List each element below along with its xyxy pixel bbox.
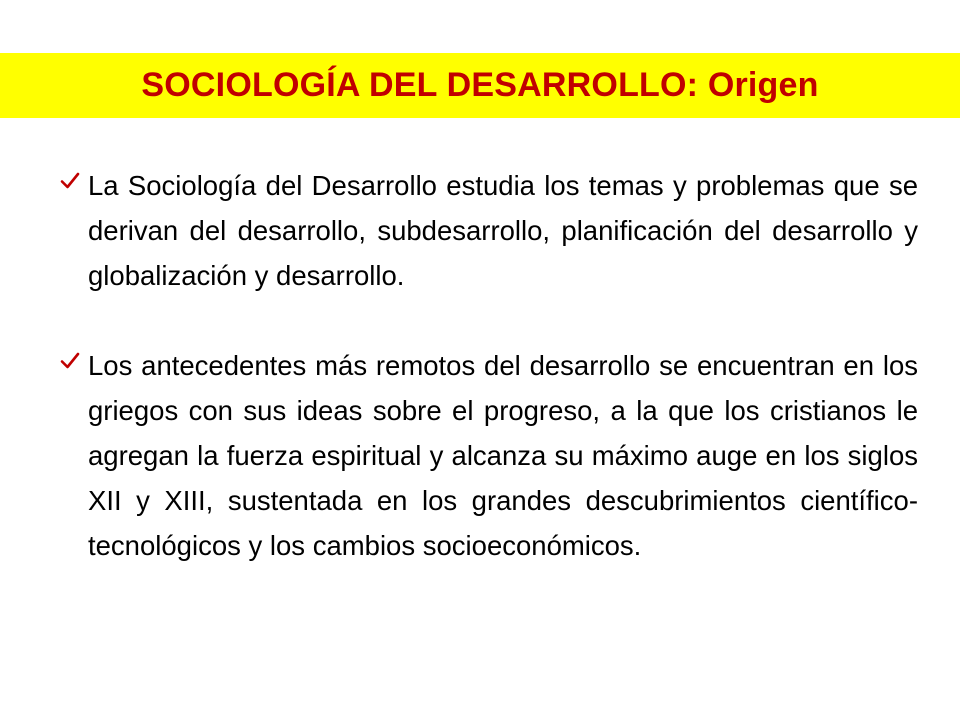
checkmark-icon <box>60 351 80 371</box>
bullet-text: Los antecedentes más remotos del desarrollo se encuentran en los griegos con sus ideas sobre el progreso, a la que los cristianos le agregan la fuerza espiritual y alcanza su máximo auge en los siglos XII y XIII, sustentada en los grandes descubrimientos científico-tecnológicos y los cambios socioeconómicos. <box>88 350 918 561</box>
bullet-text: La Sociología del Desarrollo estudia los temas y problemas que se derivan del desarrollo, subdesarrollo, planificación del desarrollo y globalización y desarrollo. <box>88 170 918 291</box>
checkmark-icon <box>60 171 80 191</box>
bullet-list <box>60 163 918 613</box>
bullet-item <box>60 343 918 568</box>
slide-title: SOCIOLOGÍA DEL DESARROLLO: Origen <box>141 66 819 104</box>
bullet-item <box>60 163 918 298</box>
